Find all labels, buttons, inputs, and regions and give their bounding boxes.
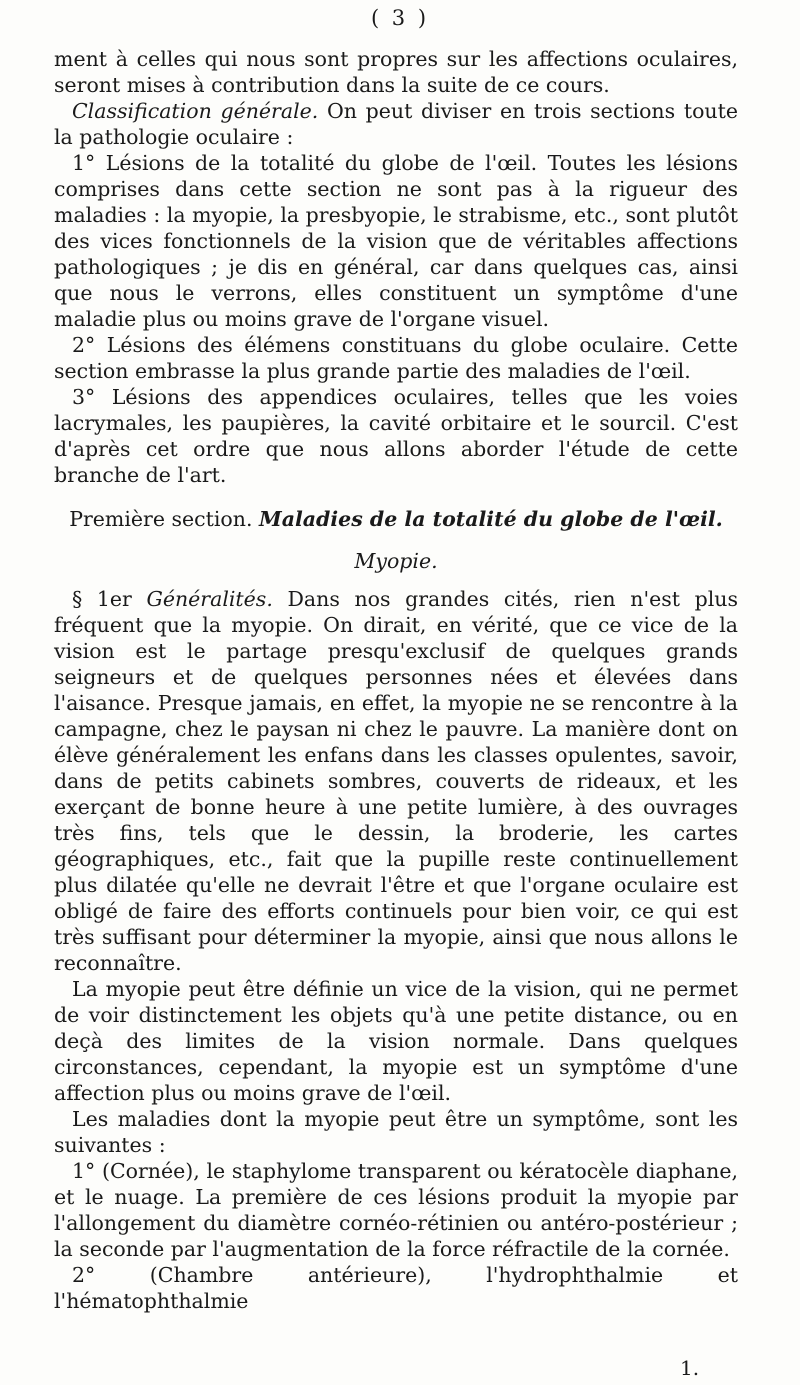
paragraph: 2° (Chambre antérieure), l'hydrophthalmie et l'hématophthalmie bbox=[54, 1263, 738, 1313]
generalites-label: Généralités. bbox=[131, 587, 273, 611]
paragraph-classification bbox=[54, 98, 738, 150]
signature-mark: 1. bbox=[680, 1356, 700, 1380]
paragraph: 2° Lésions des élémens constituans du globe oculaire. Cette section embrasse la plus grande partie des maladies de l'œil. bbox=[54, 333, 738, 383]
paragraph: 1° Lésions de la totalité du globe de l'œil. Toutes les lésions comprises dans cette section ne sont pas à la rigueur des maladies : la myopie, la presbyopie, le strabisme, etc., sont plutôt des vices fonctionnels de la vision que de véritables affections pathologiques ; je dis en général, car dans quelques cas, ainsi que nous le verrons, elles constituent un symptôme d'une maladie plus ou moins grave de l'organe visuel. bbox=[54, 151, 738, 331]
page-text bbox=[54, 46, 738, 1314]
section-heading-prefix: Première section. bbox=[69, 507, 260, 531]
paragraph: ment à celles qui nous sont propres sur les affections oculaires, seront mises à contribution dans la suite de ce cours. bbox=[54, 47, 738, 97]
classification-label: Classification générale. bbox=[72, 99, 319, 123]
paragraph-generalites bbox=[54, 586, 738, 976]
subheading: Myopie. bbox=[354, 549, 438, 573]
classification-text: On peut diviser en trois sections toute la pathologie oculaire : bbox=[54, 99, 738, 149]
page-number: ( 3 ) bbox=[370, 6, 430, 30]
section-heading-title: Maladies de la totalité du globe de l'œil. bbox=[259, 507, 723, 531]
paragraph: 1° (Cornée), le staphylome transparent ou kératocèle diaphane, et le nuage. La première de ces lésions produit la myopie par l'allongement du diamètre cornéo-rétinien ou antéro-postérieur ; la seconde par l'augmentation de la force réfractile de la cornée. bbox=[54, 1159, 738, 1261]
paragraph: La myopie peut être définie un vice de la vision, qui ne permet de voir distinctement les objets qu'à une petite distance, ou en deçà des limites de la vision normale. Dans quelques circonstances, cependant, la myopie est un symptôme d'une affection plus ou moins grave de l'œil. bbox=[54, 977, 738, 1105]
paragraph: Les maladies dont la myopie peut être un symptôme, sont les suivantes : bbox=[54, 1107, 738, 1157]
section-heading bbox=[54, 506, 738, 532]
generalites-text: Dans nos grandes cités, rien n'est plus fréquent que la myopie. On dirait, en vérité, que ce vice de la vision est le partage presqu'exclusif de quelques grands seigneurs et de quelques personnes nées et élevées dans l'aisance. Presque jamais, en effet, la myopie ne se rencontre à la campagne, chez le paysan ni chez le pauvre. La manière dont on élève généralement les enfans dans les classes opulentes, savoir, dans de petits cabinets sombres, couverts de rideaux, et les exerçant de bonne heure à une petite lumière, à des ouvrages très fins, tels que le dessin, la broderie, les cartes géographiques, etc., fait que la pupille reste continuellement plus dilatée qu'elle ne devrait l'être et que l'organe oculaire est obligé de faire des efforts continuels pour bien voir, ce qui est très suffisant pour déterminer la myopie, ainsi que nous allons le reconnaître. bbox=[54, 587, 738, 975]
section-mark: § 1er bbox=[72, 587, 132, 611]
paragraph: 3° Lésions des appendices oculaires, telles que les voies lacrymales, les paupières, la cavité orbitaire et le sourcil. C'est d'après cet ordre que nous allons aborder l'étude de cette branche de l'art. bbox=[54, 385, 738, 487]
